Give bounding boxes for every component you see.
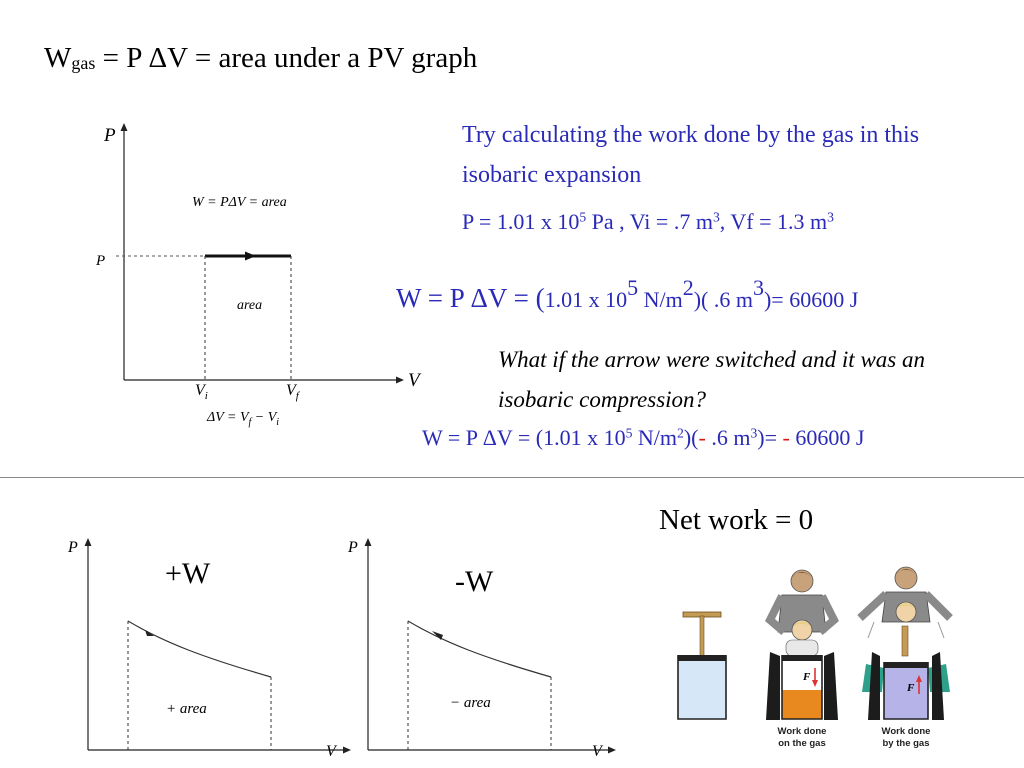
caption-work-on-1: Work done — [777, 726, 827, 737]
p-axis-label: P — [348, 539, 358, 556]
positive-area-label: + area — [166, 701, 207, 717]
idle-piston-cylinder — [678, 612, 726, 719]
given-values: P = 1.01 x $10^5$ Pa , Vi = .7 $m^3$, Vf = 1.3 $m^3$ — [462, 209, 834, 234]
v-axis-label: V — [326, 743, 336, 760]
vi-label: $V_i$ — [195, 382, 208, 402]
compression-work-calculation: W = P ΔV = (1.01 x $10^5$ $N/m^2)(-$ .6 $m^3)= - 60600$ J — [422, 425, 865, 450]
v-axis-label: V — [592, 743, 602, 760]
slide-title: $W_{gas} = P$ ΔV = area under a PV graph — [44, 42, 478, 74]
force-label: F — [803, 671, 811, 683]
exercise-prompt: Try calculating the work done by the gas in this isobaric expansion — [462, 122, 920, 188]
isobaric-pv-graph — [80, 115, 430, 435]
piston-work-illustration — [662, 560, 962, 752]
v-axis-label: V — [408, 370, 420, 391]
negative-area-label: − area — [450, 695, 491, 711]
v-axis-arrow — [608, 747, 616, 754]
v-axis-arrow — [396, 377, 404, 384]
p-level-label: P — [96, 253, 106, 269]
p-axis-arrow — [365, 538, 372, 546]
work-by-gas-scene — [860, 567, 950, 749]
p-axis-label: P — [68, 539, 78, 556]
expansion-work-calculation: W = P ΔV = (1.01 x $10^5$ $N/m^2$)( .6 $m^3)= 60600$ J — [396, 274, 859, 313]
section-divider — [0, 477, 1024, 478]
caption-work-on-2: on the gas — [778, 738, 826, 749]
p-axis-label: P — [104, 125, 116, 146]
force-label: F — [907, 682, 915, 694]
delta-v-definition: $\Delta V = V_f - V_i$ — [207, 410, 280, 428]
p-axis-arrow — [85, 538, 92, 546]
expansion-curve — [128, 621, 271, 677]
work-on-gas-scene — [766, 570, 838, 749]
caption-work-by-2: by the gas — [882, 738, 930, 749]
positive-work-label: +W — [165, 557, 211, 590]
direction-arrow — [145, 630, 154, 636]
compression-curve — [408, 621, 551, 677]
expansion-pv-graph — [60, 530, 360, 760]
negative-work-label: -W — [455, 565, 494, 598]
compression-pv-graph — [340, 530, 640, 760]
process-direction-arrow — [245, 252, 256, 261]
net-work-label: Net work = 0 — [659, 504, 814, 536]
caption-work-by-1: Work done — [881, 726, 931, 737]
area-label: area — [237, 298, 263, 313]
vf-label: $V_f$ — [286, 382, 299, 402]
compression-question: What if the arrow were switched and it was an isobaric compression? — [498, 347, 925, 412]
work-formula: W = PΔV = area — [192, 195, 287, 210]
p-axis-arrow — [121, 123, 128, 131]
